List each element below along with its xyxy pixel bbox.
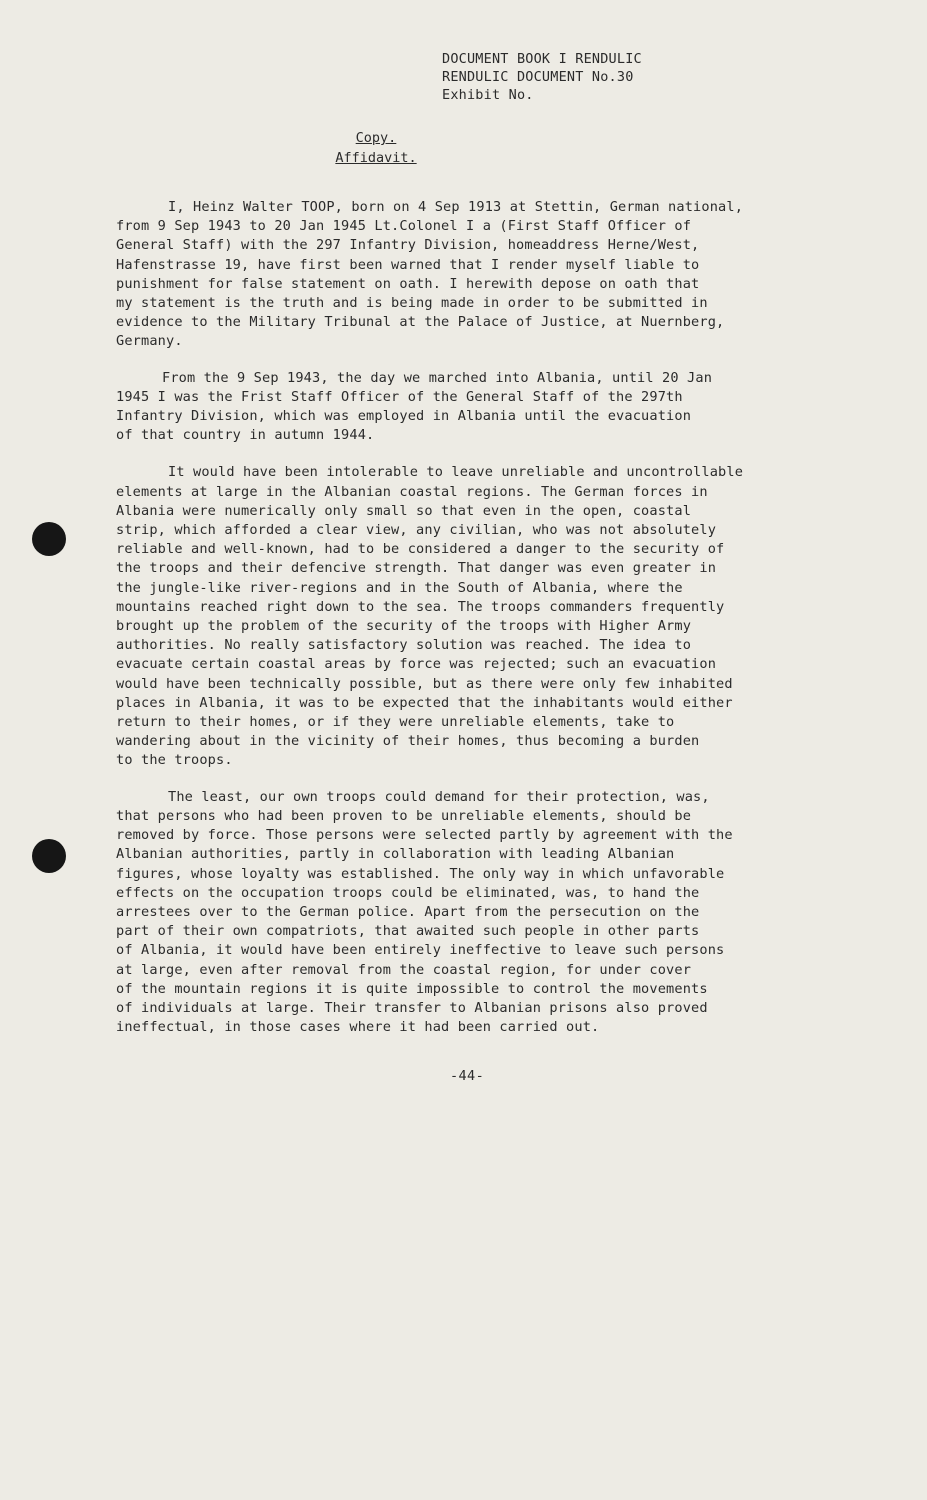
page-number: -44- <box>450 1068 485 1084</box>
text-line: Albanian authorities, partly in collaboration with leading Albanian <box>116 846 675 863</box>
document-header <box>442 50 642 104</box>
text-line: It would have been intolerable to leave unreliable and uncontrollable <box>168 464 744 481</box>
text-line: places in Albania, it was to be expected that the inhabitants would either <box>116 694 733 711</box>
text-line: strip, which afforded a clear view, any civilian, who was not absolutely <box>116 522 717 539</box>
punch-hole-top <box>32 522 66 556</box>
text-line: that persons who had been proven to be unreliable elements, should be <box>116 807 692 824</box>
text-line: of Albania, it would have been entirely ineffective to leave such persons <box>116 942 725 959</box>
text-line: of the mountain regions it is quite impossible to control the movements <box>116 980 708 997</box>
text-line: effects on the occupation troops could be eliminated, was, to hand the <box>116 884 700 901</box>
text-line: would have been technically possible, but as there were only few inhabited <box>116 675 733 692</box>
text-line: The least, our own troops could demand for their protection, was, <box>168 788 710 805</box>
text-line: reliable and well-known, had to be considered a danger to the security of <box>116 541 725 558</box>
text-line: return to their homes, or if they were unreliable elements, take to <box>116 714 675 731</box>
punch-hole-bottom <box>32 839 66 873</box>
text-line: elements at large in the Albanian coastal regions. The German forces in <box>116 483 708 500</box>
text-line: evacuate certain coastal areas by force was rejected; such an evacuation <box>116 656 717 673</box>
paragraph-declarant <box>116 198 836 352</box>
text-line: my statement is the truth and is being made in order to be submitted in <box>116 295 708 312</box>
text-line: the jungle-like river-regions and in the South of Albania, where the <box>116 579 683 596</box>
document-titles <box>326 128 426 168</box>
text-line: ineffectual, in those cases where it had been carried out. <box>116 1019 600 1036</box>
text-line: Hafenstrasse 19, have first been warned that I render myself liable to <box>116 256 700 273</box>
text-line: I, Heinz Walter TOOP, born on 4 Sep 1913 at Stettin, German national, <box>168 199 744 215</box>
text-line: at large, even after removal from the coastal region, for under cover <box>116 961 692 978</box>
paragraph-service <box>116 369 836 446</box>
header-document-number: RENDULIC DOCUMENT No.30 <box>442 69 634 85</box>
paragraph-security <box>116 463 836 770</box>
paragraph-protection <box>116 788 836 1038</box>
text-line: Germany. <box>116 333 183 350</box>
text-line: wandering about in the vicinity of their homes, thus becoming a burden <box>116 733 700 750</box>
text-line: to the troops. <box>116 752 233 769</box>
text-line: figures, whose loyalty was established. The only way in which unfavorable <box>116 865 725 882</box>
text-line: Albania were numerically only small so that even in the open, coastal <box>116 502 692 519</box>
text-line: Infantry Division, which was employed in Albania until the evacuation <box>116 408 692 425</box>
text-line: authorities. No really satisfactory solution was reached. The idea to <box>116 637 692 654</box>
text-line: General Staff) with the 297 Infantry Division, homeaddress Herne/West, <box>116 237 700 254</box>
text-line: mountains reached right down to the sea. The troops commanders frequently <box>116 598 725 615</box>
text-line: evidence to the Military Tribunal at the Palace of Justice, at Nuernberg, <box>116 314 725 331</box>
affidavit-body <box>116 198 836 1053</box>
text-line: of individuals at large. Their transfer to Albanian prisons also proved <box>116 999 708 1016</box>
text-line: punishment for false statement on oath. I herewith depose on oath that <box>116 275 700 292</box>
text-line: From the 9 Sep 1943, the day we marched into Albania, until 20 Jan <box>162 369 713 386</box>
text-line: 1945 I was the Frist Staff Officer of the General Staff of the 297th <box>116 388 683 405</box>
text-line: arrestees over to the German police. Apart from the persecution on the <box>116 903 700 920</box>
text-line: of that country in autumn 1944. <box>116 427 375 444</box>
header-exhibit: Exhibit No. <box>442 87 534 103</box>
text-line: part of their own compatriots, that awaited such people in other parts <box>116 923 700 940</box>
text-line: brought up the problem of the security of the troops with Higher Army <box>116 618 692 635</box>
text-line: the troops and their defencive strength. That danger was even greater in <box>116 560 717 577</box>
copy-title: Copy. <box>355 130 397 146</box>
text-line: from 9 Sep 1943 to 20 Jan 1945 Lt.Colonel I a (First Staff Officer of <box>116 218 692 235</box>
header-document-book: DOCUMENT BOOK I RENDULIC <box>442 51 642 67</box>
affidavit-title: Affidavit. <box>335 150 417 166</box>
text-line: removed by force. Those persons were selected partly by agreement with the <box>116 827 733 844</box>
